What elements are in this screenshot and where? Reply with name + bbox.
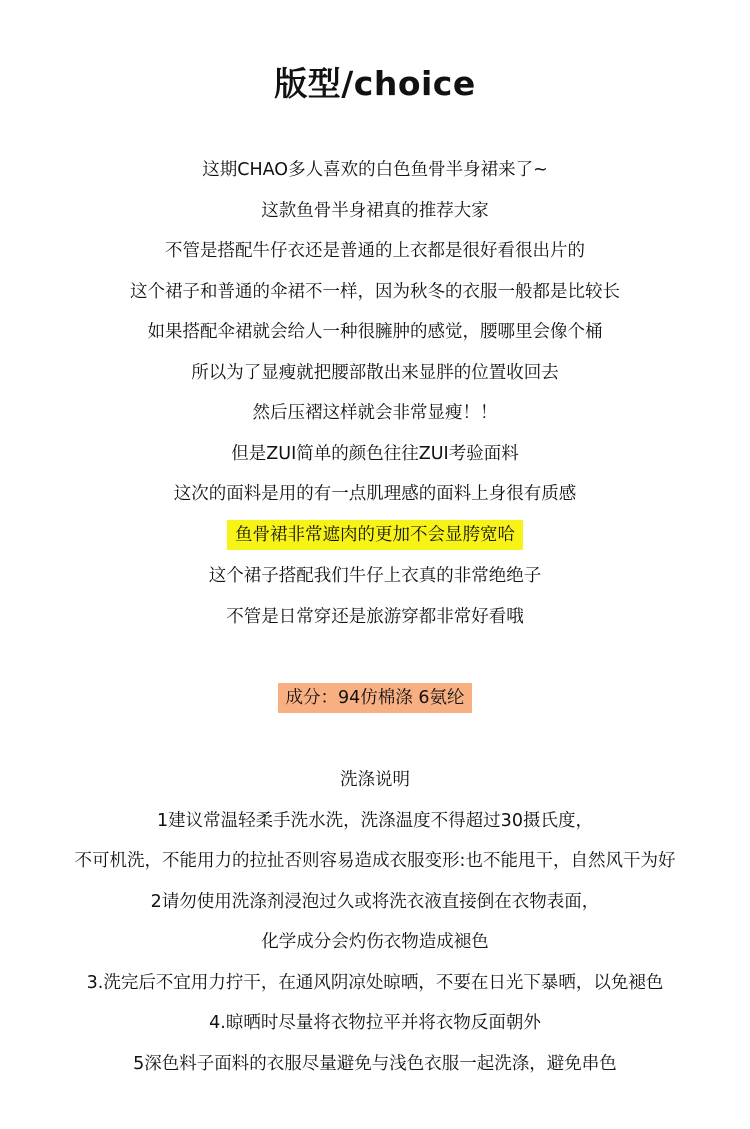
- composition-label: 成分：94仿棉涤 6氨纶: [278, 683, 473, 713]
- wash-line-3: 2请勿使用洗涤剂浸泡过久或将洗衣液直接倒在衣物表面，: [150, 892, 600, 912]
- intro-line-1: 这期CHAO多人喜欢的白色鱼骨半身裙来了~: [202, 160, 548, 180]
- wash-line-5: 3.洗完后不宜用力拧干，在通风阴凉处晾晒，不要在日光下暴晒，以免褪色: [86, 973, 664, 993]
- wash-line-2: 不可机洗，不能用力的拉扯否则容易造成衣服变形:也不能甩干，自然风干为好: [74, 851, 676, 871]
- intro-line-9: 这次的面料是用的有一点肌理感的面料上身很有质感: [173, 484, 577, 504]
- wash-line-7: 5深色料子面料的衣服尽量避免与浅色衣服一起洗涤，避免串色: [133, 1054, 617, 1074]
- intro-line-7: 然后压褶这样就会非常显瘦！！: [252, 403, 498, 423]
- intro-line-5: 如果搭配伞裙就会给人一种很臃肿的感觉，腰哪里会像个桶: [147, 322, 603, 342]
- intro-line-2: 这款鱼骨半身裙真的推荐大家: [261, 201, 489, 221]
- highlight-line-wrap: [0, 520, 750, 550]
- intro-line-4: 这个裙子和普通的伞裙不一样，因为秋冬的衣服一般都是比较长: [130, 282, 620, 302]
- page-title: 版型/choice: [274, 64, 476, 103]
- intro-line-8: 但是ZUI简单的颜色往往ZUI考验面料: [231, 444, 519, 464]
- highlight-line: 鱼骨裙非常遮肉的更加不会显胯宽哈: [227, 520, 523, 550]
- after-line-2: 不管是日常穿还是旅游穿都非常好看哦: [226, 607, 524, 627]
- wash-line-1: 1建议常温轻柔手洗水洗，洗涤温度不得超过30摄氏度，: [157, 811, 593, 831]
- wash-heading: 洗涤说明: [340, 770, 410, 790]
- after-line-1: 这个裙子搭配我们牛仔上衣真的非常绝绝子: [208, 566, 542, 586]
- intro-line-6: 所以为了显瘦就把腰部散出来显胖的位置收回去: [191, 363, 559, 383]
- intro-line-3: 不管是搭配牛仔衣还是普通的上衣都是很好看很出片的: [165, 241, 585, 261]
- wash-line-4: 化学成分会灼伤衣物造成褪色: [261, 932, 489, 952]
- composition-wrap: [0, 683, 750, 713]
- wash-line-6: 4.晾晒时尽量将衣物拉平并将衣物反面朝外: [209, 1013, 541, 1033]
